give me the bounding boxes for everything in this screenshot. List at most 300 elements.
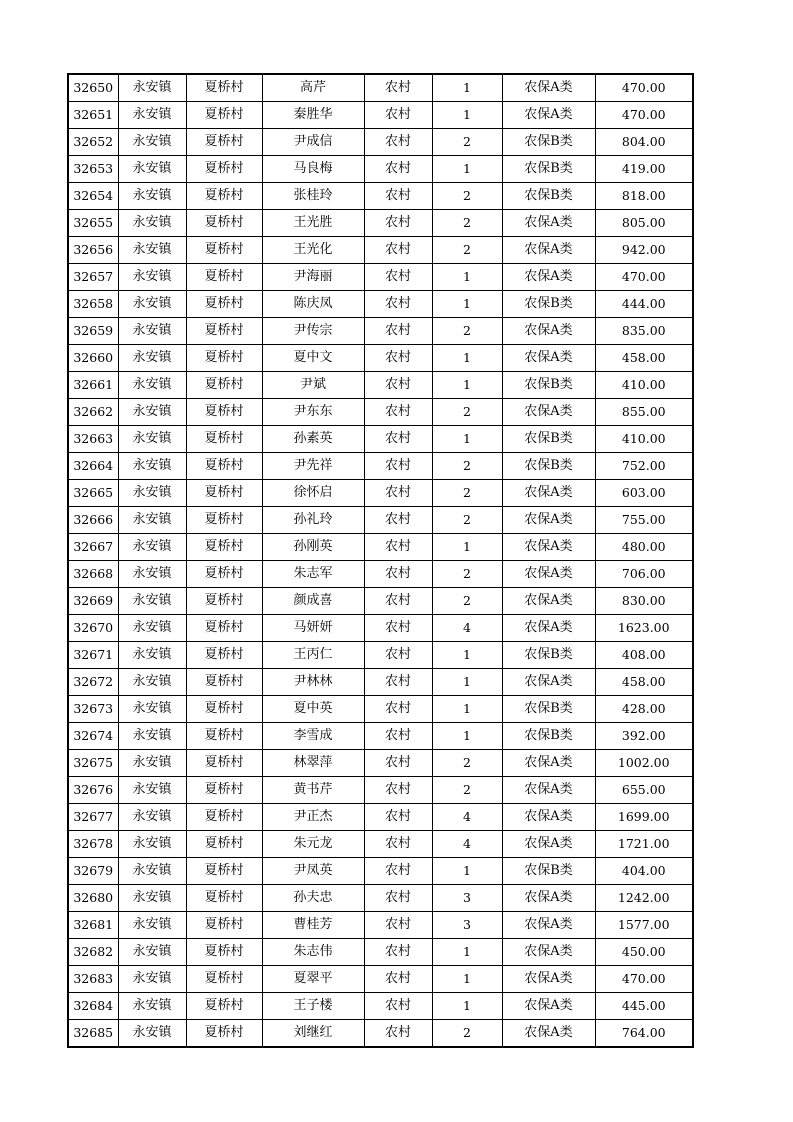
name-cell: 徐怀启	[262, 480, 364, 507]
insurance-category-cell: 农保A类	[502, 966, 595, 993]
village-cell: 夏桥村	[186, 831, 262, 858]
village-cell: 夏桥村	[186, 750, 262, 777]
table-row	[68, 102, 693, 129]
insurance-category-cell: 农保B类	[502, 291, 595, 318]
village-cell: 夏桥村	[186, 318, 262, 345]
area-type-cell: 农村	[364, 642, 432, 669]
table-row	[68, 372, 693, 399]
amount-cell: 752.00	[595, 453, 693, 480]
name-cell: 高芹	[262, 74, 364, 102]
town-cell: 永安镇	[118, 210, 186, 237]
area-type-cell: 农村	[364, 237, 432, 264]
area-type-cell: 农村	[364, 318, 432, 345]
amount-cell: 410.00	[595, 426, 693, 453]
insurance-category-cell: 农保A类	[502, 939, 595, 966]
area-type-cell: 农村	[364, 588, 432, 615]
village-cell: 夏桥村	[186, 939, 262, 966]
table-row	[68, 264, 693, 291]
name-cell: 尹成信	[262, 129, 364, 156]
area-type-cell: 农村	[364, 858, 432, 885]
table-row	[68, 723, 693, 750]
area-type-cell: 农村	[364, 210, 432, 237]
record-id-cell: 32667	[68, 534, 118, 561]
insurance-category-cell: 农保A类	[502, 885, 595, 912]
name-cell: 夏中文	[262, 345, 364, 372]
name-cell: 尹东东	[262, 399, 364, 426]
town-cell: 永安镇	[118, 831, 186, 858]
insurance-category-cell: 农保B类	[502, 723, 595, 750]
name-cell: 马良梅	[262, 156, 364, 183]
record-id-cell: 32674	[68, 723, 118, 750]
area-type-cell: 农村	[364, 723, 432, 750]
insurance-category-cell: 农保A类	[502, 534, 595, 561]
name-cell: 刘继红	[262, 1020, 364, 1048]
area-type-cell: 农村	[364, 615, 432, 642]
area-type-cell: 农村	[364, 264, 432, 291]
village-cell: 夏桥村	[186, 669, 262, 696]
name-cell: 秦胜华	[262, 102, 364, 129]
record-id-cell: 32658	[68, 291, 118, 318]
record-id-cell: 32653	[68, 156, 118, 183]
area-type-cell: 农村	[364, 156, 432, 183]
village-cell: 夏桥村	[186, 453, 262, 480]
amount-cell: 470.00	[595, 74, 693, 102]
table-row	[68, 291, 693, 318]
village-cell: 夏桥村	[186, 507, 262, 534]
insurance-category-cell: 农保B类	[502, 642, 595, 669]
area-type-cell: 农村	[364, 696, 432, 723]
household-count-cell: 2	[432, 1020, 502, 1048]
area-type-cell: 农村	[364, 966, 432, 993]
name-cell: 王光胜	[262, 210, 364, 237]
record-id-cell: 32660	[68, 345, 118, 372]
area-type-cell: 农村	[364, 993, 432, 1020]
insurance-category-cell: 农保A类	[502, 561, 595, 588]
insurance-category-cell: 农保A类	[502, 318, 595, 345]
household-count-cell: 2	[432, 588, 502, 615]
household-count-cell: 1	[432, 264, 502, 291]
town-cell: 永安镇	[118, 615, 186, 642]
amount-cell: 755.00	[595, 507, 693, 534]
town-cell: 永安镇	[118, 723, 186, 750]
area-type-cell: 农村	[364, 399, 432, 426]
insurance-category-cell: 农保A类	[502, 74, 595, 102]
record-id-cell: 32651	[68, 102, 118, 129]
insurance-category-cell: 农保B类	[502, 129, 595, 156]
amount-cell: 419.00	[595, 156, 693, 183]
household-count-cell: 1	[432, 669, 502, 696]
record-id-cell: 32682	[68, 939, 118, 966]
amount-cell: 404.00	[595, 858, 693, 885]
amount-cell: 428.00	[595, 696, 693, 723]
record-id-cell: 32677	[68, 804, 118, 831]
household-count-cell: 4	[432, 831, 502, 858]
record-id-cell: 32661	[68, 372, 118, 399]
insurance-category-cell: 农保A类	[502, 102, 595, 129]
name-cell: 尹斌	[262, 372, 364, 399]
area-type-cell: 农村	[364, 804, 432, 831]
name-cell: 黄书芹	[262, 777, 364, 804]
village-cell: 夏桥村	[186, 912, 262, 939]
insurance-category-cell: 农保B类	[502, 696, 595, 723]
record-id-cell: 32680	[68, 885, 118, 912]
table-row	[68, 129, 693, 156]
amount-cell: 392.00	[595, 723, 693, 750]
insurance-category-cell: 农保A类	[502, 669, 595, 696]
record-id-cell: 32652	[68, 129, 118, 156]
village-cell: 夏桥村	[186, 74, 262, 102]
record-id-cell: 32654	[68, 183, 118, 210]
amount-cell: 1002.00	[595, 750, 693, 777]
insurance-category-cell: 农保B类	[502, 156, 595, 183]
town-cell: 永安镇	[118, 885, 186, 912]
town-cell: 永安镇	[118, 1020, 186, 1048]
record-id-cell: 32666	[68, 507, 118, 534]
amount-cell: 1623.00	[595, 615, 693, 642]
name-cell: 尹凤英	[262, 858, 364, 885]
household-count-cell: 2	[432, 453, 502, 480]
amount-cell: 1721.00	[595, 831, 693, 858]
area-type-cell: 农村	[364, 102, 432, 129]
table-row	[68, 156, 693, 183]
table-row	[68, 561, 693, 588]
household-count-cell: 1	[432, 723, 502, 750]
town-cell: 永安镇	[118, 372, 186, 399]
village-cell: 夏桥村	[186, 777, 262, 804]
area-type-cell: 农村	[364, 345, 432, 372]
name-cell: 夏翠平	[262, 966, 364, 993]
table-row	[68, 237, 693, 264]
insurance-category-cell: 农保A类	[502, 480, 595, 507]
record-id-cell: 32678	[68, 831, 118, 858]
village-cell: 夏桥村	[186, 885, 262, 912]
insurance-category-cell: 农保A类	[502, 210, 595, 237]
household-count-cell: 2	[432, 507, 502, 534]
insurance-category-cell: 农保B类	[502, 426, 595, 453]
town-cell: 永安镇	[118, 804, 186, 831]
household-count-cell: 1	[432, 534, 502, 561]
record-id-cell: 32681	[68, 912, 118, 939]
amount-cell: 470.00	[595, 264, 693, 291]
area-type-cell: 农村	[364, 750, 432, 777]
ledger-table	[67, 73, 694, 1048]
area-type-cell: 农村	[364, 939, 432, 966]
household-count-cell: 1	[432, 858, 502, 885]
amount-cell: 480.00	[595, 534, 693, 561]
area-type-cell: 农村	[364, 534, 432, 561]
village-cell: 夏桥村	[186, 345, 262, 372]
village-cell: 夏桥村	[186, 993, 262, 1020]
record-id-cell: 32655	[68, 210, 118, 237]
table-row	[68, 318, 693, 345]
insurance-category-cell: 农保A类	[502, 588, 595, 615]
insurance-category-cell: 农保A类	[502, 993, 595, 1020]
name-cell: 李雪成	[262, 723, 364, 750]
amount-cell: 458.00	[595, 345, 693, 372]
household-count-cell: 3	[432, 912, 502, 939]
household-count-cell: 1	[432, 291, 502, 318]
town-cell: 永安镇	[118, 966, 186, 993]
household-count-cell: 2	[432, 129, 502, 156]
record-id-cell: 32664	[68, 453, 118, 480]
insurance-category-cell: 农保A类	[502, 237, 595, 264]
amount-cell: 603.00	[595, 480, 693, 507]
village-cell: 夏桥村	[186, 588, 262, 615]
record-id-cell: 32656	[68, 237, 118, 264]
table-row	[68, 507, 693, 534]
amount-cell: 706.00	[595, 561, 693, 588]
table-row	[68, 480, 693, 507]
town-cell: 永安镇	[118, 534, 186, 561]
insurance-category-cell: 农保A类	[502, 912, 595, 939]
amount-cell: 805.00	[595, 210, 693, 237]
area-type-cell: 农村	[364, 561, 432, 588]
table-row	[68, 183, 693, 210]
household-count-cell: 2	[432, 777, 502, 804]
household-count-cell: 2	[432, 210, 502, 237]
record-id-cell: 32673	[68, 696, 118, 723]
town-cell: 永安镇	[118, 453, 186, 480]
town-cell: 永安镇	[118, 74, 186, 102]
household-count-cell: 3	[432, 885, 502, 912]
village-cell: 夏桥村	[186, 291, 262, 318]
village-cell: 夏桥村	[186, 129, 262, 156]
household-count-cell: 1	[432, 642, 502, 669]
household-count-cell: 2	[432, 480, 502, 507]
record-id-cell: 32659	[68, 318, 118, 345]
amount-cell: 444.00	[595, 291, 693, 318]
record-id-cell: 32675	[68, 750, 118, 777]
amount-cell: 410.00	[595, 372, 693, 399]
household-count-cell: 2	[432, 237, 502, 264]
insurance-category-cell: 农保A类	[502, 804, 595, 831]
name-cell: 尹正杰	[262, 804, 364, 831]
area-type-cell: 农村	[364, 885, 432, 912]
insurance-category-cell: 农保A类	[502, 750, 595, 777]
amount-cell: 818.00	[595, 183, 693, 210]
name-cell: 王光化	[262, 237, 364, 264]
village-cell: 夏桥村	[186, 237, 262, 264]
village-cell: 夏桥村	[186, 696, 262, 723]
town-cell: 永安镇	[118, 993, 186, 1020]
village-cell: 夏桥村	[186, 561, 262, 588]
village-cell: 夏桥村	[186, 183, 262, 210]
town-cell: 永安镇	[118, 264, 186, 291]
household-count-cell: 1	[432, 345, 502, 372]
name-cell: 孙夫忠	[262, 885, 364, 912]
name-cell: 孙素英	[262, 426, 364, 453]
name-cell: 尹海丽	[262, 264, 364, 291]
town-cell: 永安镇	[118, 858, 186, 885]
amount-cell: 1577.00	[595, 912, 693, 939]
record-id-cell: 32685	[68, 1020, 118, 1048]
town-cell: 永安镇	[118, 750, 186, 777]
name-cell: 林翠萍	[262, 750, 364, 777]
amount-cell: 835.00	[595, 318, 693, 345]
table-row	[68, 777, 693, 804]
town-cell: 永安镇	[118, 183, 186, 210]
table-row	[68, 642, 693, 669]
amount-cell: 445.00	[595, 993, 693, 1020]
name-cell: 尹传宗	[262, 318, 364, 345]
insurance-category-cell: 农保A类	[502, 399, 595, 426]
table-row	[68, 399, 693, 426]
insurance-category-cell: 农保B类	[502, 858, 595, 885]
table-row	[68, 453, 693, 480]
amount-cell: 1242.00	[595, 885, 693, 912]
town-cell: 永安镇	[118, 156, 186, 183]
insurance-category-cell: 农保B类	[502, 372, 595, 399]
table-row	[68, 588, 693, 615]
amount-cell: 450.00	[595, 939, 693, 966]
village-cell: 夏桥村	[186, 372, 262, 399]
amount-cell: 942.00	[595, 237, 693, 264]
household-count-cell: 1	[432, 426, 502, 453]
town-cell: 永安镇	[118, 426, 186, 453]
village-cell: 夏桥村	[186, 156, 262, 183]
household-count-cell: 2	[432, 183, 502, 210]
amount-cell: 470.00	[595, 102, 693, 129]
insurance-category-cell: 农保B类	[502, 183, 595, 210]
village-cell: 夏桥村	[186, 426, 262, 453]
town-cell: 永安镇	[118, 642, 186, 669]
insurance-category-cell: 农保A类	[502, 1020, 595, 1048]
household-count-cell: 1	[432, 696, 502, 723]
table-row	[68, 534, 693, 561]
area-type-cell: 农村	[364, 669, 432, 696]
amount-cell: 830.00	[595, 588, 693, 615]
village-cell: 夏桥村	[186, 642, 262, 669]
household-count-cell: 1	[432, 993, 502, 1020]
insurance-category-cell: 农保A类	[502, 777, 595, 804]
table-row	[68, 966, 693, 993]
household-count-cell: 1	[432, 156, 502, 183]
name-cell: 曹桂芳	[262, 912, 364, 939]
record-id-cell: 32662	[68, 399, 118, 426]
record-id-cell: 32679	[68, 858, 118, 885]
table-row	[68, 804, 693, 831]
name-cell: 朱志军	[262, 561, 364, 588]
area-type-cell: 农村	[364, 1020, 432, 1048]
name-cell: 尹林林	[262, 669, 364, 696]
insurance-category-cell: 农保A类	[502, 507, 595, 534]
village-cell: 夏桥村	[186, 615, 262, 642]
village-cell: 夏桥村	[186, 723, 262, 750]
town-cell: 永安镇	[118, 129, 186, 156]
name-cell: 夏中英	[262, 696, 364, 723]
table-row	[68, 993, 693, 1020]
town-cell: 永安镇	[118, 480, 186, 507]
record-id-cell: 32663	[68, 426, 118, 453]
insurance-category-cell: 农保A类	[502, 615, 595, 642]
amount-cell: 655.00	[595, 777, 693, 804]
record-id-cell: 32676	[68, 777, 118, 804]
record-id-cell: 32684	[68, 993, 118, 1020]
record-id-cell: 32665	[68, 480, 118, 507]
village-cell: 夏桥村	[186, 480, 262, 507]
area-type-cell: 农村	[364, 74, 432, 102]
name-cell: 孙礼玲	[262, 507, 364, 534]
area-type-cell: 农村	[364, 777, 432, 804]
town-cell: 永安镇	[118, 291, 186, 318]
household-count-cell: 2	[432, 399, 502, 426]
record-id-cell: 32650	[68, 74, 118, 102]
household-count-cell: 1	[432, 74, 502, 102]
insurance-category-cell: 农保B类	[502, 453, 595, 480]
table-row	[68, 696, 693, 723]
village-cell: 夏桥村	[186, 1020, 262, 1048]
household-count-cell: 1	[432, 102, 502, 129]
amount-cell: 1699.00	[595, 804, 693, 831]
name-cell: 马妍妍	[262, 615, 364, 642]
household-count-cell: 1	[432, 939, 502, 966]
household-count-cell: 1	[432, 966, 502, 993]
household-count-cell: 4	[432, 804, 502, 831]
table-row	[68, 210, 693, 237]
area-type-cell: 农村	[364, 453, 432, 480]
table-row	[68, 885, 693, 912]
area-type-cell: 农村	[364, 831, 432, 858]
name-cell: 王丙仁	[262, 642, 364, 669]
household-count-cell: 2	[432, 318, 502, 345]
area-type-cell: 农村	[364, 912, 432, 939]
village-cell: 夏桥村	[186, 534, 262, 561]
town-cell: 永安镇	[118, 669, 186, 696]
name-cell: 陈庆凤	[262, 291, 364, 318]
town-cell: 永安镇	[118, 912, 186, 939]
household-count-cell: 4	[432, 615, 502, 642]
table-row	[68, 858, 693, 885]
record-id-cell: 32671	[68, 642, 118, 669]
village-cell: 夏桥村	[186, 966, 262, 993]
name-cell: 王子楼	[262, 993, 364, 1020]
name-cell: 颜成喜	[262, 588, 364, 615]
name-cell: 尹先祥	[262, 453, 364, 480]
town-cell: 永安镇	[118, 588, 186, 615]
table-row	[68, 426, 693, 453]
table-row	[68, 831, 693, 858]
table-row	[68, 615, 693, 642]
name-cell: 孙刚英	[262, 534, 364, 561]
town-cell: 永安镇	[118, 777, 186, 804]
area-type-cell: 农村	[364, 372, 432, 399]
table-row	[68, 74, 693, 102]
household-count-cell: 2	[432, 561, 502, 588]
table-row	[68, 669, 693, 696]
town-cell: 永安镇	[118, 318, 186, 345]
table-row	[68, 939, 693, 966]
town-cell: 永安镇	[118, 102, 186, 129]
village-cell: 夏桥村	[186, 399, 262, 426]
record-id-cell: 32672	[68, 669, 118, 696]
record-id-cell: 32670	[68, 615, 118, 642]
area-type-cell: 农村	[364, 183, 432, 210]
village-cell: 夏桥村	[186, 264, 262, 291]
household-count-cell: 2	[432, 750, 502, 777]
insurance-category-cell: 农保A类	[502, 831, 595, 858]
village-cell: 夏桥村	[186, 210, 262, 237]
table-row	[68, 750, 693, 777]
town-cell: 永安镇	[118, 345, 186, 372]
name-cell: 朱元龙	[262, 831, 364, 858]
amount-cell: 855.00	[595, 399, 693, 426]
town-cell: 永安镇	[118, 507, 186, 534]
table-row	[68, 912, 693, 939]
insurance-category-cell: 农保A类	[502, 264, 595, 291]
area-type-cell: 农村	[364, 507, 432, 534]
insurance-category-cell: 农保A类	[502, 345, 595, 372]
town-cell: 永安镇	[118, 399, 186, 426]
